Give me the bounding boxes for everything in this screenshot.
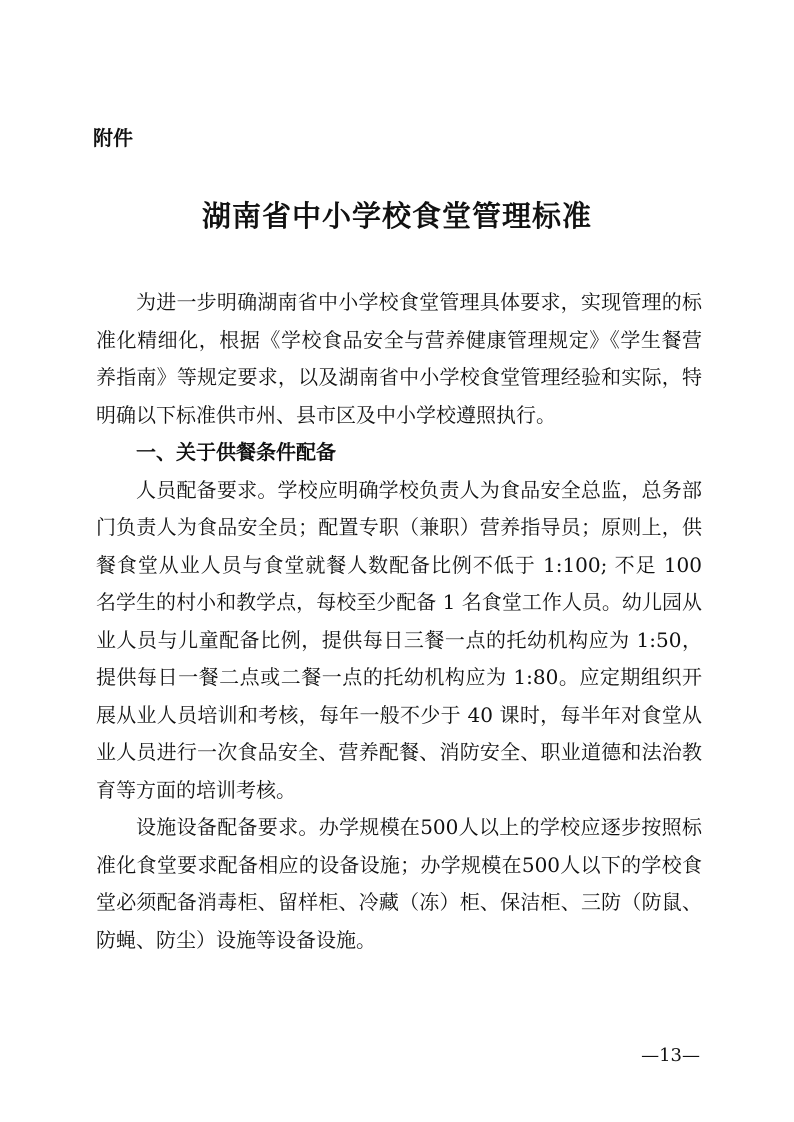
section-heading: 一、关于供餐条件配备 [136, 440, 336, 464]
facilities-paragraph: 设施设备配备要求。办学规模在500人以上的学校应逐步按照标准化食堂要求配备相应的设备设施；办学规模在500人以下的学校食堂必须配备消毒柜、留样柜、冷藏（冻）柜、保洁柜、三防（防鼠、防蝇、防尘）设施等设备设施。 [96, 815, 702, 952]
attachment-label: 附件 [93, 126, 133, 150]
staffing-paragraph: 人员配备要求。学校应明确学校负责人为食品安全总监，总务部门负责人为食品安全员；配置专职（兼职）营养指导员；原则上，供餐食堂从业人员与食堂就餐人数配备比例不低于 1:100; 不足 100 名学生的村小和教学点，每校至少配备 1 名食堂工作人员。幼儿园从业人员与儿童配备比例，提供每日三餐一点的托幼机构应为 1:50，提供每日一餐二点或二餐一点的托幼机构应为 1:80。应定期组织开展从业人员培训和考核，每年一般不少于 40 课时，每半年对食堂从业人员进行一次食品安全、营养配餐、消防安全、职业道德和法治教育等方面的培训考核。 [96, 477, 702, 802]
document-title: 湖南省中小学校食堂管理标准 [201, 199, 592, 233]
page-number: —13— [641, 1045, 700, 1066]
intro-paragraph: 为进一步明确湖南省中小学校食堂管理具体要求，实现管理的标准化精细化，根据《学校食品安全与营养健康管理规定》《学生餐营养指南》等规定要求，以及湖南省中小学校食堂管理经验和实际，特明确以下标准供市州、县市区及中小学校遵照执行。 [96, 290, 702, 427]
document-body [96, 284, 702, 959]
